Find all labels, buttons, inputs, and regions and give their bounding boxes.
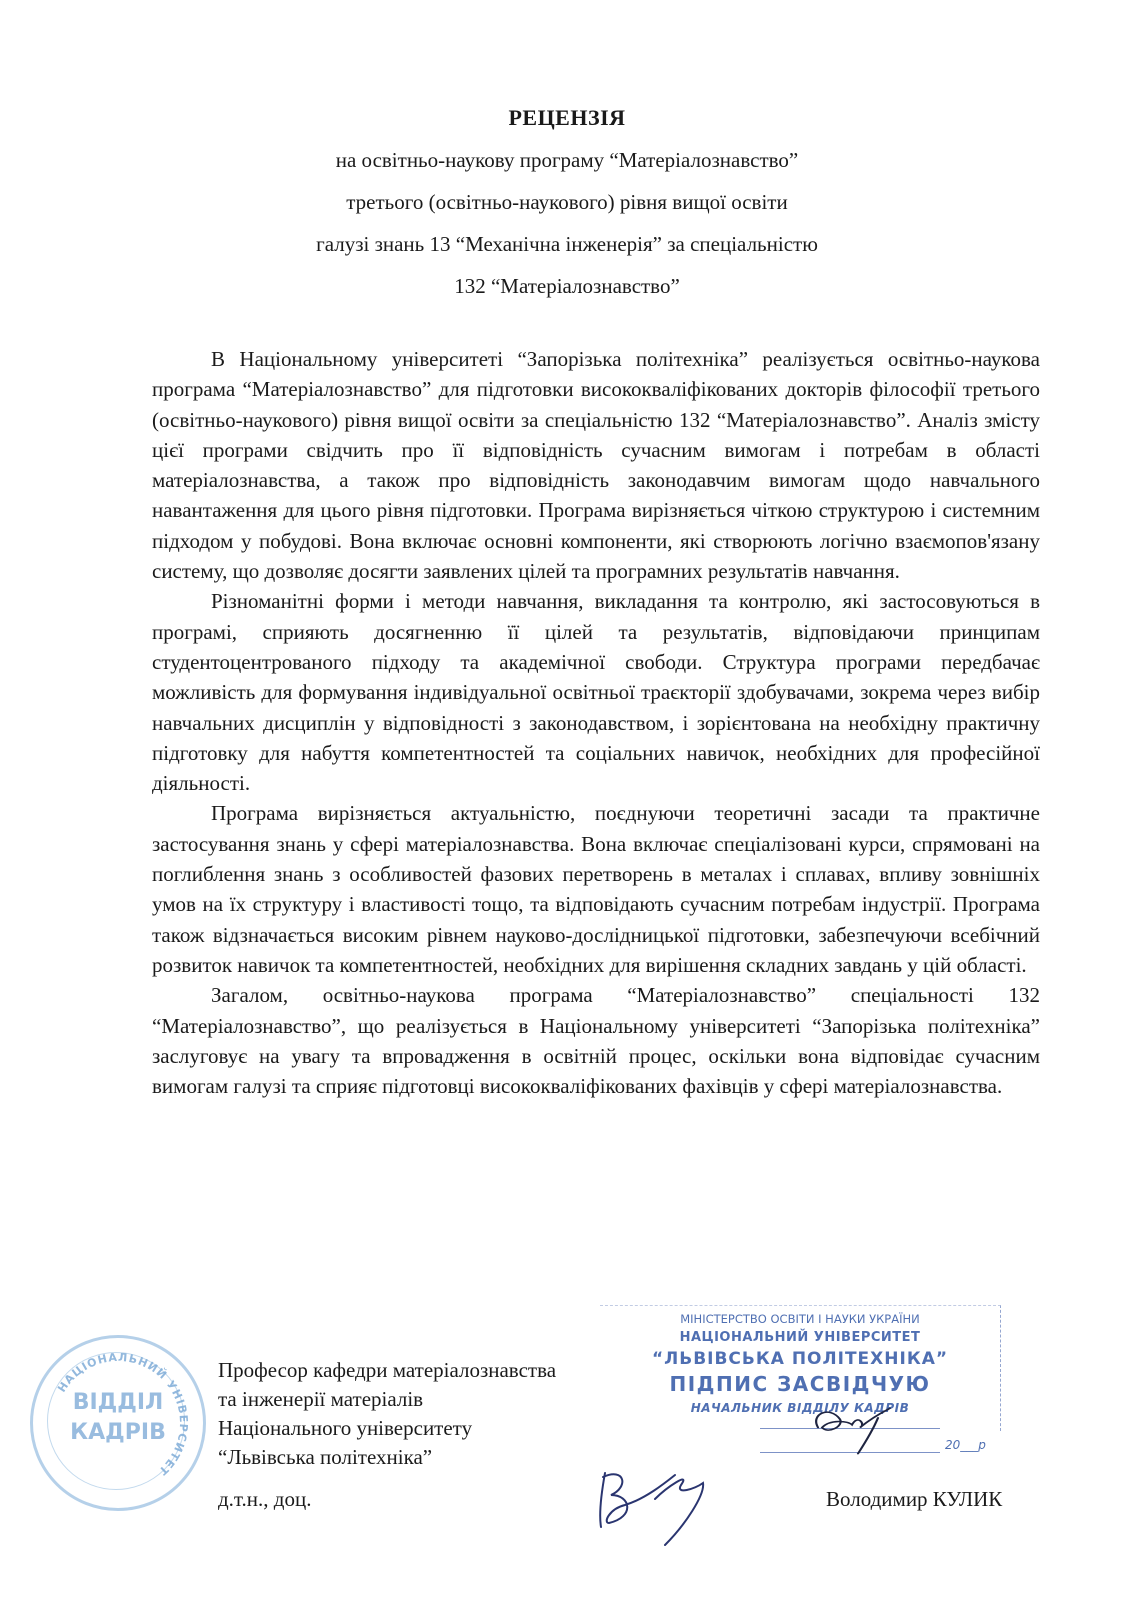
position-line: “Львівська політехніка” (218, 1445, 433, 1469)
position-line: Професор кафедри матеріалознавства (218, 1358, 557, 1382)
hr-signature-icon (800, 1400, 910, 1455)
paragraph: В Національному університеті “Запорізька політехніка” реалізується освітньо-наукова програма “Матеріалознавство” для підготовки висококваліфікованих докторів філософії третього (освітньо-наукового) рівня вищої освіти за спеціальністю 132 “Матеріалознавство”. Аналіз змісту цієї програми свідчить про її відповідність сучасним вимогам і потребам в області матеріалознавства, а також про відповідність законодавчим вимогам щодо навчального навантаження для цього рівня підготовки. Програма вирізняється чіткою структурою і системним підходом у побудові. Вона включає основні компоненти, які створюють логічно взаємопов'язану систему, що дозволяє досягти заявлених цілей та програмних результатів навчання. (152, 347, 1040, 584)
paragraph: Загалом, освітньо-наукова програма “Матеріалознавство” спеціальності 132 “Матеріалознавство”, що реалізується в Національному університеті “Запорізька політехніка” заслуговує на увагу та впровадження в освітній процес, оскільки вона відповідає сучасним вимогам галузі та сприяє підготовці висококваліфікованих фахівців у сфері матеріалознавства. (152, 983, 1040, 1099)
academic-degree: д.т.н., доц. (218, 1487, 312, 1511)
position-line: та інженерії матеріалів (218, 1387, 424, 1411)
stamp-ministry-line: МІНІСТЕРСТВО ОСВІТИ І НАУКИ УКРАЇНИ (680, 1312, 920, 1326)
round-stamp (30, 1335, 206, 1511)
stamp-university-name: “ЛЬВІВСЬКА ПОЛІТЕХНІКА” (651, 1349, 949, 1369)
stamp-hr-head: НАЧАЛЬНИК ВІДДІЛУ КАДРІВ (690, 1401, 910, 1415)
reviewer-name: Володимир КУЛИК (826, 1487, 1003, 1511)
stamp-center-text: ВІДДІЛ (72, 1390, 164, 1415)
subtitle-line: на освітньо-наукову програму “Матеріалознавство” (335, 148, 799, 172)
subtitle-line: третього (освітньо-наукового) рівня вищої освіти (346, 190, 788, 214)
stamp-university-line: НАЦІОНАЛЬНИЙ УНІВЕРСИТЕТ (679, 1330, 921, 1345)
paragraph: Різноманітні форми і методи навчання, викладання та контролю, які застосовуються в програмі, сприяють досягненню її цілей та результатів, відповідаючи принципам студентоцентрованого підходу та академічної свободи. Структура програми передбачає можливість для формування індивідуальної освітньої траєкторії здобувачами, зокрема через вибір навчальних дисциплін у відповідності з законодавством, і зорієнтована на необхідну практичну підготовку для набуття компетентностей та соціальних навичок, необхідних для професійної діяльності. (152, 589, 1040, 796)
position-line: Національного університету (218, 1416, 473, 1440)
stamp-certify-text: ПІДПИС ЗАСВІДЧУЮ (669, 1372, 931, 1396)
signature-block (218, 1356, 558, 1472)
stamp-ring-text: НАЦІОНАЛЬНИЙ УНІВЕРСИТЕТ (55, 1350, 191, 1479)
document-title: РЕЦЕНЗІЯ (508, 105, 626, 130)
subtitle-line: 132 “Матеріалознавство” (454, 274, 680, 298)
document-body (152, 344, 1040, 1101)
subtitle-line: галузі знань 13 “Механічна інженерія” за спеціальністю (316, 232, 818, 256)
stamp-date: 20___р (945, 1438, 986, 1452)
stamp-center-text: КАДРІВ (70, 1420, 166, 1445)
paragraph: Програма вирізняється актуальністю, поєднуючи теоретичні засади та практичне застосування знань у сфері матеріалознавства. Вона включає спеціалізовані курси, спрямовані на поглиблення знань з особливостей фазових перетворень в металах і сплавах, впливу зовнішніх умов на їх структуру і властивості тощо, та відповідають сучасним потребам індустрії. Програма також відзначається високим рівнем науково-дослідницької підготовки, забезпечуючи всебічний розвиток навичок та компетентностей, необхідних для вирішення складних завдань у цій області. (152, 801, 1040, 977)
reviewer-signature-icon (595, 1465, 725, 1555)
